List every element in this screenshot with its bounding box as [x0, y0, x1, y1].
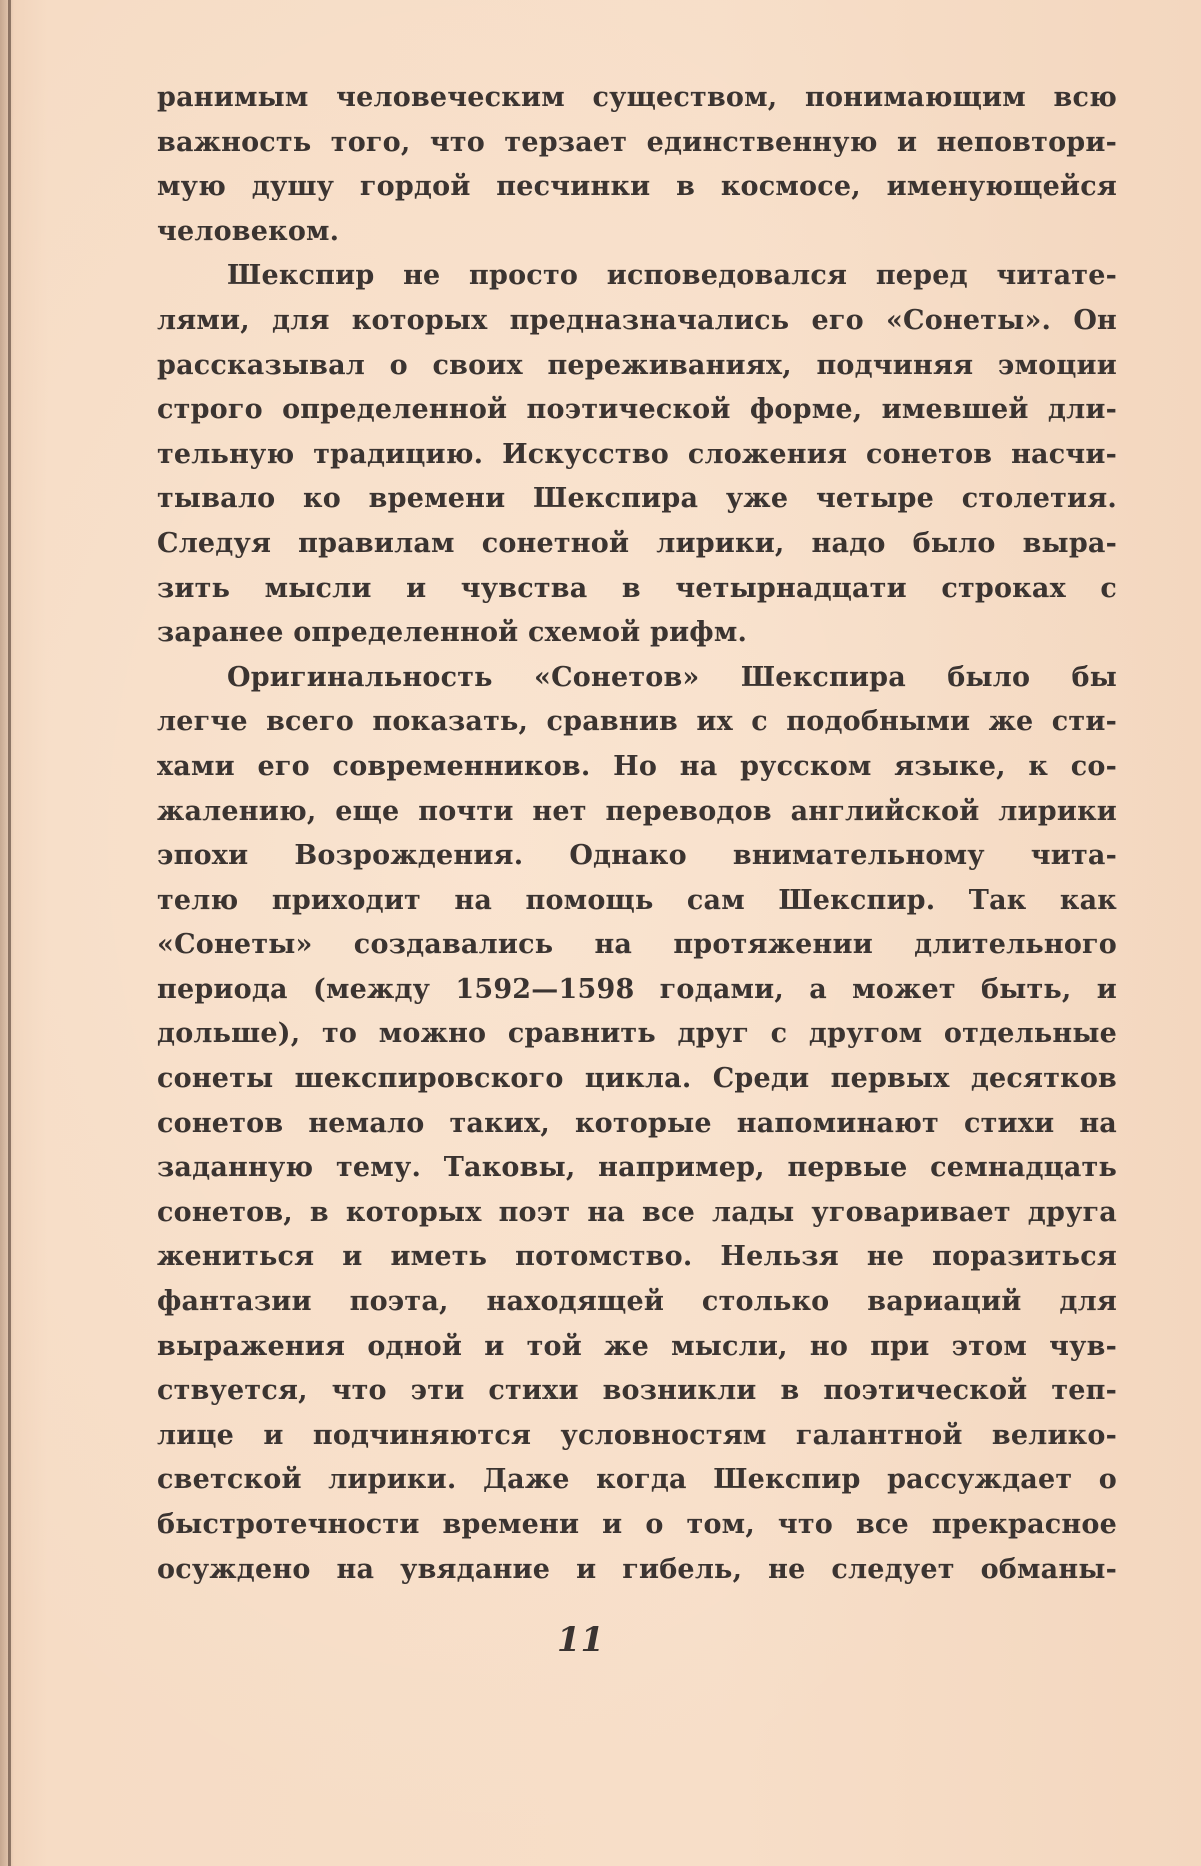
text-line: рассказывал о своих переживаниях, подчиняя эмоции: [157, 349, 1117, 381]
text-line: Шекспир не просто исповедовался перед читате-: [227, 260, 1117, 292]
text-line: выражения одной и той же мысли, но при этом чув-: [157, 1330, 1117, 1362]
text-line: сонеты шекспировского цикла. Среди первых десятков: [157, 1063, 1117, 1095]
text-line: сонетов, в которых поэт на все лады уговаривает друга: [157, 1196, 1117, 1228]
text-line: осуждено на увядание и гибель, не следует обманы-: [157, 1553, 1117, 1585]
text-line: ствуется, что эти стихи возникли в поэтической теп-: [157, 1375, 1117, 1407]
text-line: важность того, что терзает единственную и неповтори-: [157, 126, 1117, 158]
text-line: строго определенной поэтической форме, имевшей дли-: [157, 394, 1117, 426]
text-line: быстротечности времени и о том, что все прекрасное: [157, 1509, 1117, 1540]
text-line: лице и подчиняются условностям галантной велико-: [157, 1419, 1117, 1451]
text-line: Следуя правилам сонетной лирики, надо было выра-: [157, 527, 1117, 559]
text-line: зить мысли и чувства в четырнадцати строках с: [157, 572, 1117, 604]
text-line: сонетов немало таких, которые напоминают стихи на: [157, 1107, 1117, 1139]
body-text: [157, 76, 1117, 1592]
text-line: светской лирики. Даже когда Шекспир рассуждает о: [157, 1464, 1117, 1496]
spine-edge: [8, 0, 11, 1866]
text-line: ранимым человеческим существом, понимающим всю: [157, 82, 1117, 113]
text-line: лями, для которых предназначались его «Сонеты». Он: [157, 304, 1117, 336]
text-line: «Сонеты» создавались на протяжении длительного: [157, 929, 1117, 961]
text-line: дольше), то можно сравнить друг с другом отдельные: [157, 1018, 1117, 1050]
text-line: хами его современников. Но на русском языке, к со-: [157, 750, 1117, 782]
text-line: мую душу гордой песчинки в космосе, именующейся: [157, 171, 1117, 203]
text-line: тывало ко времени Шекспира уже четыре столетия.: [157, 483, 1117, 515]
text-line: эпохи Возрождения. Однако внимательному чита-: [157, 840, 1117, 872]
text-line: тельную традицию. Искусство сложения сонетов насчи-: [157, 438, 1117, 470]
text-line: фантазии поэта, находящей столько вариаций для: [157, 1286, 1117, 1318]
text-line: периода (между 1592—1598 годами, а может быть, и: [157, 973, 1117, 1005]
text-line: жениться и иметь потомство. Нельзя не поразиться: [157, 1241, 1117, 1273]
text-line: человеком.: [157, 215, 340, 247]
spine-shadow: [0, 0, 14, 1866]
text-line: Оригинальность «Сонетов» Шекспира было бы: [227, 661, 1117, 693]
text-line: заранее определенной схемой рифм.: [157, 617, 748, 649]
text-line: телю приходит на помощь сам Шекспир. Так как: [157, 884, 1117, 916]
text-line: легче всего показать, сравнив их с подобными же сти-: [157, 706, 1117, 738]
page-number: 11: [556, 1620, 605, 1660]
text-line: жалению, еще почти нет переводов английской лирики: [157, 795, 1117, 827]
text-line: заданную тему. Таковы, например, первые семнадцать: [157, 1152, 1117, 1184]
